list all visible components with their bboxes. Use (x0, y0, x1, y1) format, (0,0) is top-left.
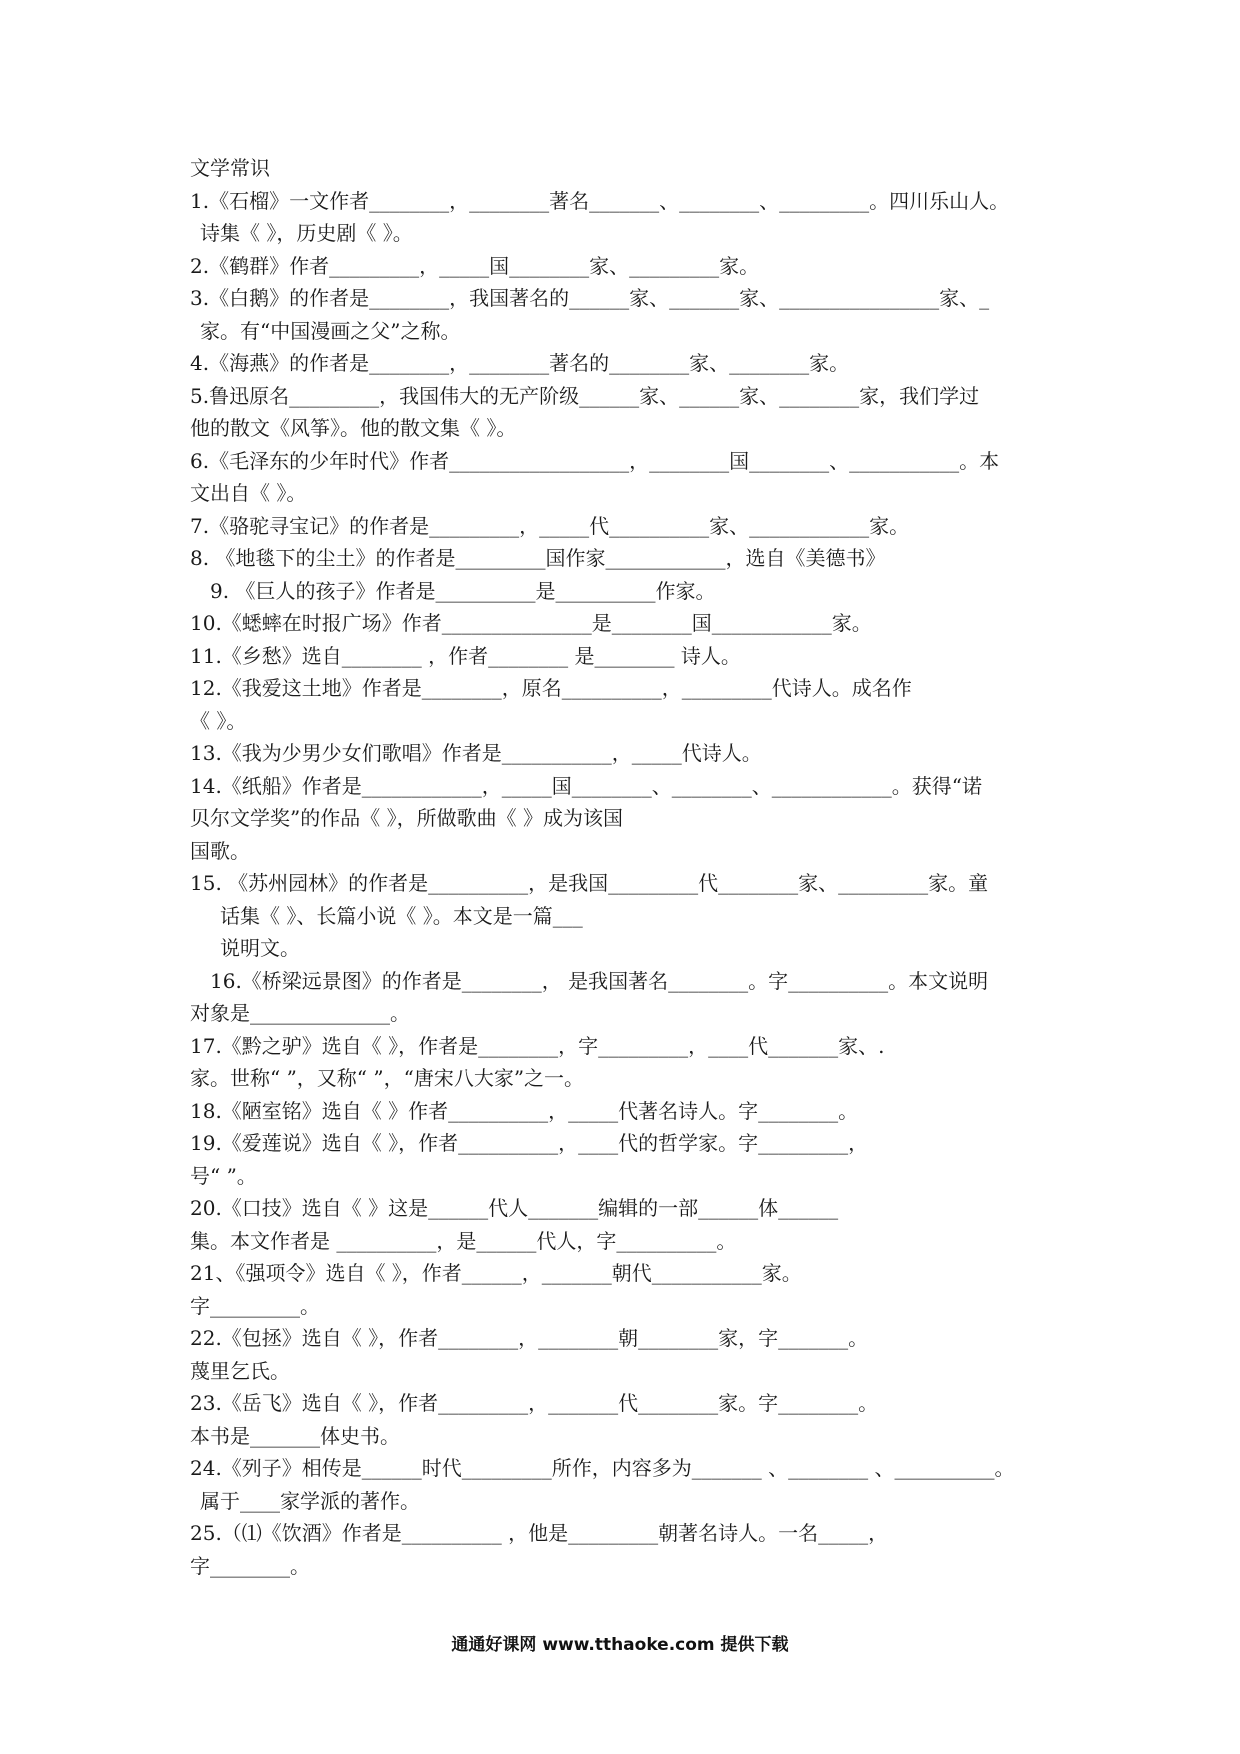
question-line: 家。世称“ ”，又称“ ”，“唐宋八大家”之一。 (190, 1066, 585, 1090)
question-line: 12.《我爱这土地》作者是________，原名__________，_________代诗人。成名作 (190, 676, 912, 700)
question-line: 10.《蟋蟀在时报广场》作者_______________是________国____________家。 (190, 611, 872, 635)
question-line: 11.《乡愁》选自________ ，作者________ 是________ 诗人。 (190, 643, 741, 668)
question-line: 说明文。 (220, 936, 300, 960)
question-line: 1.《石榴》一文作者________，________著名_______、________、_________。四川乐山人。 (190, 188, 1010, 213)
question-line: 19.《爱莲说》选自《 》，作者__________，____代的哲学家。字_________， (190, 1131, 869, 1155)
question-line: 家。有“中国漫画之父”之称。 (200, 318, 461, 343)
question-line: 字________。 (190, 1553, 310, 1578)
question-line: 25.（⑴《饮酒》作者是__________ ，他是_________朝著名诗人。一名_____， (190, 1521, 889, 1545)
question-line: 4.《海燕》的作者是________，________著名的________家、________家。 (190, 351, 850, 375)
question-line: 《 》。 (190, 708, 247, 733)
question-line: 21、《强项令》选自《 》，作者______，_______朝代___________家。 (190, 1261, 802, 1285)
question-line: 22.《包拯》选自《 》，作者________，________朝________家，字_______。 (190, 1326, 869, 1350)
question-line: 他的散文《风筝》。他的散文集《 》。 (190, 416, 517, 440)
question-line: 17.《黔之驴》选自《 》，作者是________，字_________，____代_______家、. (190, 1033, 885, 1058)
question-line: 24.《列子》相传是______时代_________所作，内容多为_______ 、________ 、__________。 (190, 1456, 1015, 1480)
question-line: 集。本文作者是 __________，是______代人，字__________。 (190, 1228, 737, 1253)
question-line: 23.《岳飞》选自《 》，作者_________，_______代________家。字________。 (190, 1391, 879, 1415)
question-line: 对象是______________。 (190, 1001, 410, 1025)
question-line: 本书是_______体史书。 (190, 1423, 400, 1448)
question-line: 号“ ”。 (190, 1163, 257, 1188)
question-line: 属于____家学派的著作。 (200, 1488, 420, 1513)
document-title: 文学常识 (190, 156, 270, 180)
question-line: 文出自《 》。 (190, 481, 307, 505)
page-footer: 通通好课网 www.tthaoke.com 提供下载 (451, 1635, 789, 1655)
question-line: 7.《骆驼寻宝记》的作者是_________，_____代__________家、____________家。 (190, 513, 910, 538)
question-line: 15. 《苏州园林》的作者是__________，是我国_________代________家、_________家。童 (190, 871, 989, 895)
question-line: 3.《白鹅》的作者是________，我国著名的______家、_______家、________________家、_ (190, 286, 990, 310)
question-line: 字_________。 (190, 1293, 320, 1318)
question-line: 诗集《 》，历史剧《 》。 (200, 221, 413, 245)
question-line: 贝尔文学奖”的作品《 》，所做歌曲《 》成为该国 (190, 806, 623, 830)
question-line: 14.《纸船》作者是____________，_____国________、________、____________。获得“诺 (190, 773, 983, 798)
question-line: 13.《我为少男少女们歌唱》作者是___________，_____代诗人。 (190, 741, 762, 765)
question-line: 2.《鹤群》作者_________，_____国________家、_________家。 (190, 253, 760, 278)
question-line: 国歌。 (190, 838, 250, 863)
question-line: 18.《陋室铭》选自《 》作者__________，_____代著名诗人。字________。 (190, 1098, 859, 1123)
question-line: 蔑里乞氏。 (190, 1358, 290, 1383)
question-line: 8. 《地毯下的尘土》的作者是_________国作家____________，选自《美德书》 (190, 546, 886, 570)
question-line: 20.《口技》选自《 》这是______代人_______编辑的一部______体______ (190, 1196, 839, 1220)
question-line: 5.鲁迅原名_________，我国伟大的无产阶级______家、______家、________家，我们学过 (190, 383, 980, 408)
question-line: 6.《毛泽东的少年时代》作者__________________，________国________、___________。本 (190, 448, 1000, 473)
question-line: 9. 《巨人的孩子》作者是__________是__________作家。 (210, 578, 716, 603)
question-line: 话集《 》、长篇小说《 》。本文是一篇___ (220, 903, 583, 928)
question-line: 16.《桥梁远景图》的作者是________， 是我国著名________。字__________。本文说明 (210, 968, 989, 993)
